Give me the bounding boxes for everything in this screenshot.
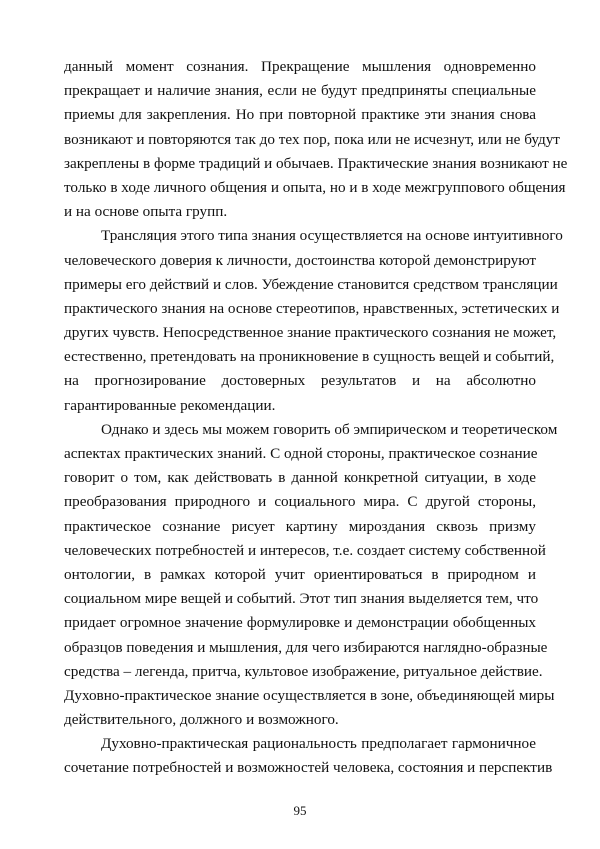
text-line: Духовно-практическая рациональность предполагает гармоничное bbox=[101, 735, 536, 753]
text-line: аспектах практических знаний. С одной стороны, практическое сознание bbox=[64, 445, 538, 462]
text-line: практическое сознание рисует картину мироздания сквозь призму bbox=[64, 517, 536, 535]
paragraph bbox=[64, 418, 558, 732]
text-line: приемы для закрепления. Но при повторной практике эти знания снова bbox=[64, 106, 536, 124]
text-line: возникают и повторяются так до тех пор, пока или не исчезнут, или не будут bbox=[64, 130, 560, 148]
paragraph bbox=[64, 224, 563, 418]
body-text bbox=[64, 55, 568, 781]
text-line: средства – легенда, притча, культовое изображение, ритуальное действие. bbox=[64, 662, 543, 680]
text-line: действительного, должного и возможного. bbox=[64, 711, 339, 729]
text-line: говорит о том, как действовать в данной конкретной ситуации, в ходе bbox=[64, 469, 536, 487]
text-line: других чувств. Непосредственное знание практического сознания не может, bbox=[64, 324, 557, 342]
text-line: и на основе опыта групп. bbox=[64, 203, 228, 221]
text-line: сочетание потребностей и возможностей человека, состояния и перспектив bbox=[64, 759, 553, 777]
text-line: человеческого доверия к личности, достоинства которой демонстрируют bbox=[64, 251, 536, 269]
text-line: придает огромное значение формулировке и демонстрации обобщенных bbox=[64, 614, 536, 632]
text-line: Духовно-практическое знание осуществляется в зоне, объединяющей миры bbox=[64, 686, 555, 704]
text-line: преобразования природного и социального мира. С другой стороны, bbox=[64, 493, 536, 511]
text-line: только в ходе личного общения и опыта, но и в ходе межгруппового общения bbox=[64, 178, 566, 196]
text-line: естественно, претендовать на проникновение в сущность вещей и событий, bbox=[64, 348, 555, 366]
text-line: Трансляция этого типа знания осуществляется на основе интуитивного bbox=[101, 227, 563, 245]
text-line: гарантированные рекомендации. bbox=[64, 396, 276, 414]
text-line: онтологии, в рамках которой учит ориентироваться в природном и bbox=[64, 565, 536, 583]
text-line: на прогнозирование достоверных результатов и на абсолютно bbox=[64, 372, 536, 390]
text-line: прекращает и наличие знания, если не будут предприняты специальные bbox=[64, 82, 536, 100]
text-line: закреплены в форме традиций и обычаев. Практические знания возникают не bbox=[64, 154, 568, 172]
text-line: человеческих потребностей и интересов, т.е. создает систему собственной bbox=[64, 541, 546, 559]
text-line: данный момент сознания. Прекращение мышления одновременно bbox=[64, 58, 536, 75]
text-line: Однако и здесь мы можем говорить об эмпирическом и теоретическом bbox=[101, 420, 558, 438]
page-number: 95 bbox=[293, 803, 307, 818]
text-line: социальном мире вещей и событий. Этот тип знания выделяется тем, что bbox=[64, 590, 539, 608]
document-page bbox=[64, 55, 568, 781]
paragraph bbox=[64, 732, 553, 780]
paragraph bbox=[64, 55, 568, 224]
text-line: примеры его действий и слов. Убеждение становится средством трансляции bbox=[64, 275, 558, 293]
text-line: практического знания на основе стереотипов, нравственных, эстетических и bbox=[64, 299, 560, 317]
text-line: образцов поведения и мышления, для чего избираются наглядно-образные bbox=[64, 638, 548, 656]
